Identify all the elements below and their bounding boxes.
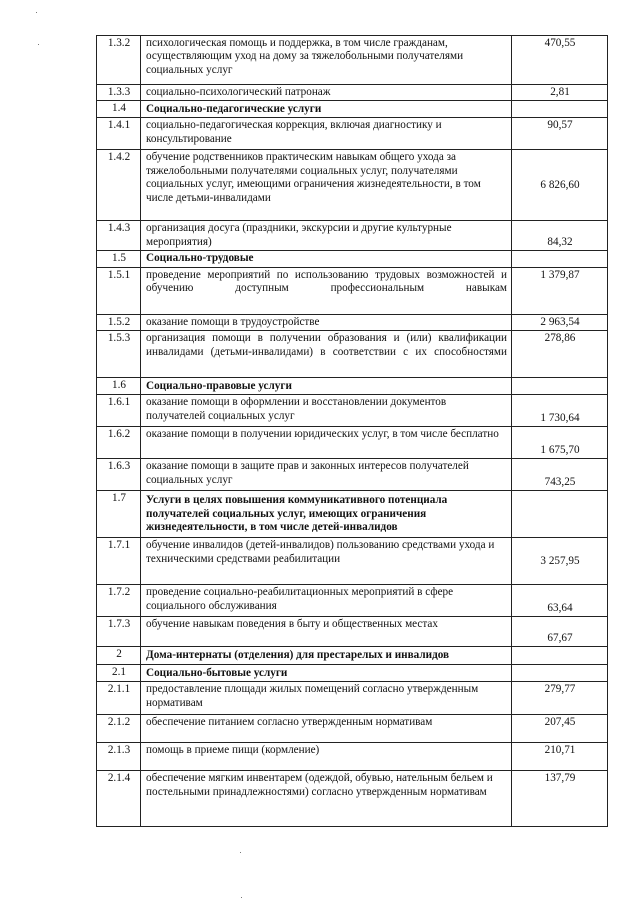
table-row xyxy=(97,743,608,771)
tariff-value: 6 826,60 xyxy=(512,150,608,221)
service-description: помощь в приеме пищи (кормление) xyxy=(141,743,512,771)
row-number: 1.5.1 xyxy=(97,267,141,314)
tariff-value: 210,71 xyxy=(512,743,608,771)
section-header-row xyxy=(97,647,608,665)
row-number: 1.4.3 xyxy=(97,221,141,251)
service-description: социально-педагогическая коррекция, включая диагностику и консультирование xyxy=(141,118,512,150)
row-number: 1.5.2 xyxy=(97,314,141,330)
row-number: 1.6.3 xyxy=(97,459,141,491)
row-number: 1.6.2 xyxy=(97,427,141,459)
service-description: оказание помощи в трудоустройстве xyxy=(141,314,512,330)
tariff-value xyxy=(512,491,608,538)
service-description: обучение инвалидов (детей-инвалидов) пользованию средствами ухода и техническими средствами реабилитации xyxy=(141,538,512,585)
tariff-value xyxy=(512,101,608,118)
tariff-value: 1 379,87 xyxy=(512,267,608,314)
section-title: Дома-интернаты (отделения) для престарелых и инвалидов xyxy=(141,647,512,665)
section-title: Социально-правовые услуги xyxy=(141,378,512,395)
scan-speck xyxy=(240,852,241,853)
tariff-value: 3 257,95 xyxy=(512,538,608,585)
table-row xyxy=(97,715,608,743)
service-description: обеспечение мягким инвентарем (одеждой, обувью, нательным бельем и постельными принадлежностями) согласно утвержденным нормативам xyxy=(141,771,512,827)
service-description: обеспечение питанием согласно утвержденным нормативам xyxy=(141,715,512,743)
row-number: 2.1 xyxy=(97,665,141,682)
row-number: 1.3.2 xyxy=(97,36,141,85)
row-number: 1.3.3 xyxy=(97,85,141,101)
tariff-value xyxy=(512,251,608,267)
row-number: 1.5 xyxy=(97,251,141,267)
tariff-value: 90,57 xyxy=(512,118,608,150)
table-row xyxy=(97,267,608,314)
table-row xyxy=(97,585,608,617)
section-title: Социально-трудовые xyxy=(141,251,512,267)
service-description: психологическая помощь и поддержка, в том числе гражданам, осуществляющим уход на дому за тяжелобольными получателями социальных услуг xyxy=(141,36,512,85)
scan-speck xyxy=(38,44,39,45)
table-row xyxy=(97,85,608,101)
tariff-value: 84,32 xyxy=(512,221,608,251)
row-number: 1.4.1 xyxy=(97,118,141,150)
scan-speck xyxy=(241,897,242,898)
table-row xyxy=(97,459,608,491)
table-row xyxy=(97,331,608,378)
row-number: 1.6 xyxy=(97,378,141,395)
service-description: оказание помощи в защите прав и законных интересов получателей социальных услуг xyxy=(141,459,512,491)
table-row xyxy=(97,395,608,427)
service-description: предоставление площади жилых помещений согласно утвержденным нормативам xyxy=(141,682,512,715)
service-description: проведение мероприятий по использованию трудовых возможностей и обучению доступным профессиональным навыкам xyxy=(141,267,512,314)
tariff-value xyxy=(512,378,608,395)
row-number: 2.1.1 xyxy=(97,682,141,715)
services-table-body xyxy=(97,36,608,827)
table-row xyxy=(97,150,608,221)
row-number: 2.1.3 xyxy=(97,743,141,771)
row-number: 1.7 xyxy=(97,491,141,538)
section-title: Социально-педагогические услуги xyxy=(141,101,512,118)
row-number: 1.7.1 xyxy=(97,538,141,585)
service-description: социально-психологический патронаж xyxy=(141,85,512,101)
table-row xyxy=(97,221,608,251)
row-number: 2.1.2 xyxy=(97,715,141,743)
scan-speck xyxy=(36,12,37,13)
section-header-row xyxy=(97,251,608,267)
tariff-value: 278,86 xyxy=(512,331,608,378)
row-number: 2.1.4 xyxy=(97,771,141,827)
service-description: организация помощи в получении образования и (или) квалификации инвалидами (детьми-инвалидами) в соответствии с их способностями xyxy=(141,331,512,378)
tariff-value xyxy=(512,665,608,682)
row-number: 1.6.1 xyxy=(97,395,141,427)
service-description: обучение родственников практическим навыкам общего ухода за тяжелобольными получателями социальных услуг, получателями социальных услуг, имеющими ограничения жизнедеятельности, в том числе детьми-инвалидами xyxy=(141,150,512,221)
service-description: проведение социально-реабилитационных мероприятий в сфере социального обслуживания xyxy=(141,585,512,617)
service-description: оказание помощи в получении юридических услуг, в том числе бесплатно xyxy=(141,427,512,459)
table-row xyxy=(97,427,608,459)
tariff-value: 137,79 xyxy=(512,771,608,827)
section-header-row xyxy=(97,378,608,395)
table-row xyxy=(97,118,608,150)
tariff-value: 470,55 xyxy=(512,36,608,85)
section-header-row xyxy=(97,101,608,118)
row-number: 1.5.3 xyxy=(97,331,141,378)
service-description: организация досуга (праздники, экскурсии и другие культурные мероприятия) xyxy=(141,221,512,251)
tariff-value: 743,25 xyxy=(512,459,608,491)
tariff-value: 1 675,70 xyxy=(512,427,608,459)
row-number: 2 xyxy=(97,647,141,665)
table-row xyxy=(97,314,608,330)
service-description: оказание помощи в оформлении и восстановлении документов получателей социальных услуг xyxy=(141,395,512,427)
section-title: Услуги в целях повышения коммуникативного потенциала получателей социальных услуг, имеющих ограничения жизнедеятельности, в том числе детей-инвалидов xyxy=(141,491,512,538)
section-header-row xyxy=(97,665,608,682)
services-table xyxy=(96,35,608,827)
tariff-value: 279,77 xyxy=(512,682,608,715)
tariff-value: 63,64 xyxy=(512,585,608,617)
tariff-value: 1 730,64 xyxy=(512,395,608,427)
row-number: 1.4 xyxy=(97,101,141,118)
tariff-value: 2 963,54 xyxy=(512,314,608,330)
section-header-row xyxy=(97,491,608,538)
table-row xyxy=(97,36,608,85)
table-row xyxy=(97,682,608,715)
row-number: 1.4.2 xyxy=(97,150,141,221)
table-row xyxy=(97,617,608,647)
tariff-value: 2,81 xyxy=(512,85,608,101)
service-description: обучение навыкам поведения в быту и общественных местах xyxy=(141,617,512,647)
section-title: Социально-бытовые услуги xyxy=(141,665,512,682)
row-number: 1.7.3 xyxy=(97,617,141,647)
table-row xyxy=(97,538,608,585)
tariff-value: 207,45 xyxy=(512,715,608,743)
tariff-value: 67,67 xyxy=(512,617,608,647)
table-row xyxy=(97,771,608,827)
row-number: 1.7.2 xyxy=(97,585,141,617)
tariff-value xyxy=(512,647,608,665)
